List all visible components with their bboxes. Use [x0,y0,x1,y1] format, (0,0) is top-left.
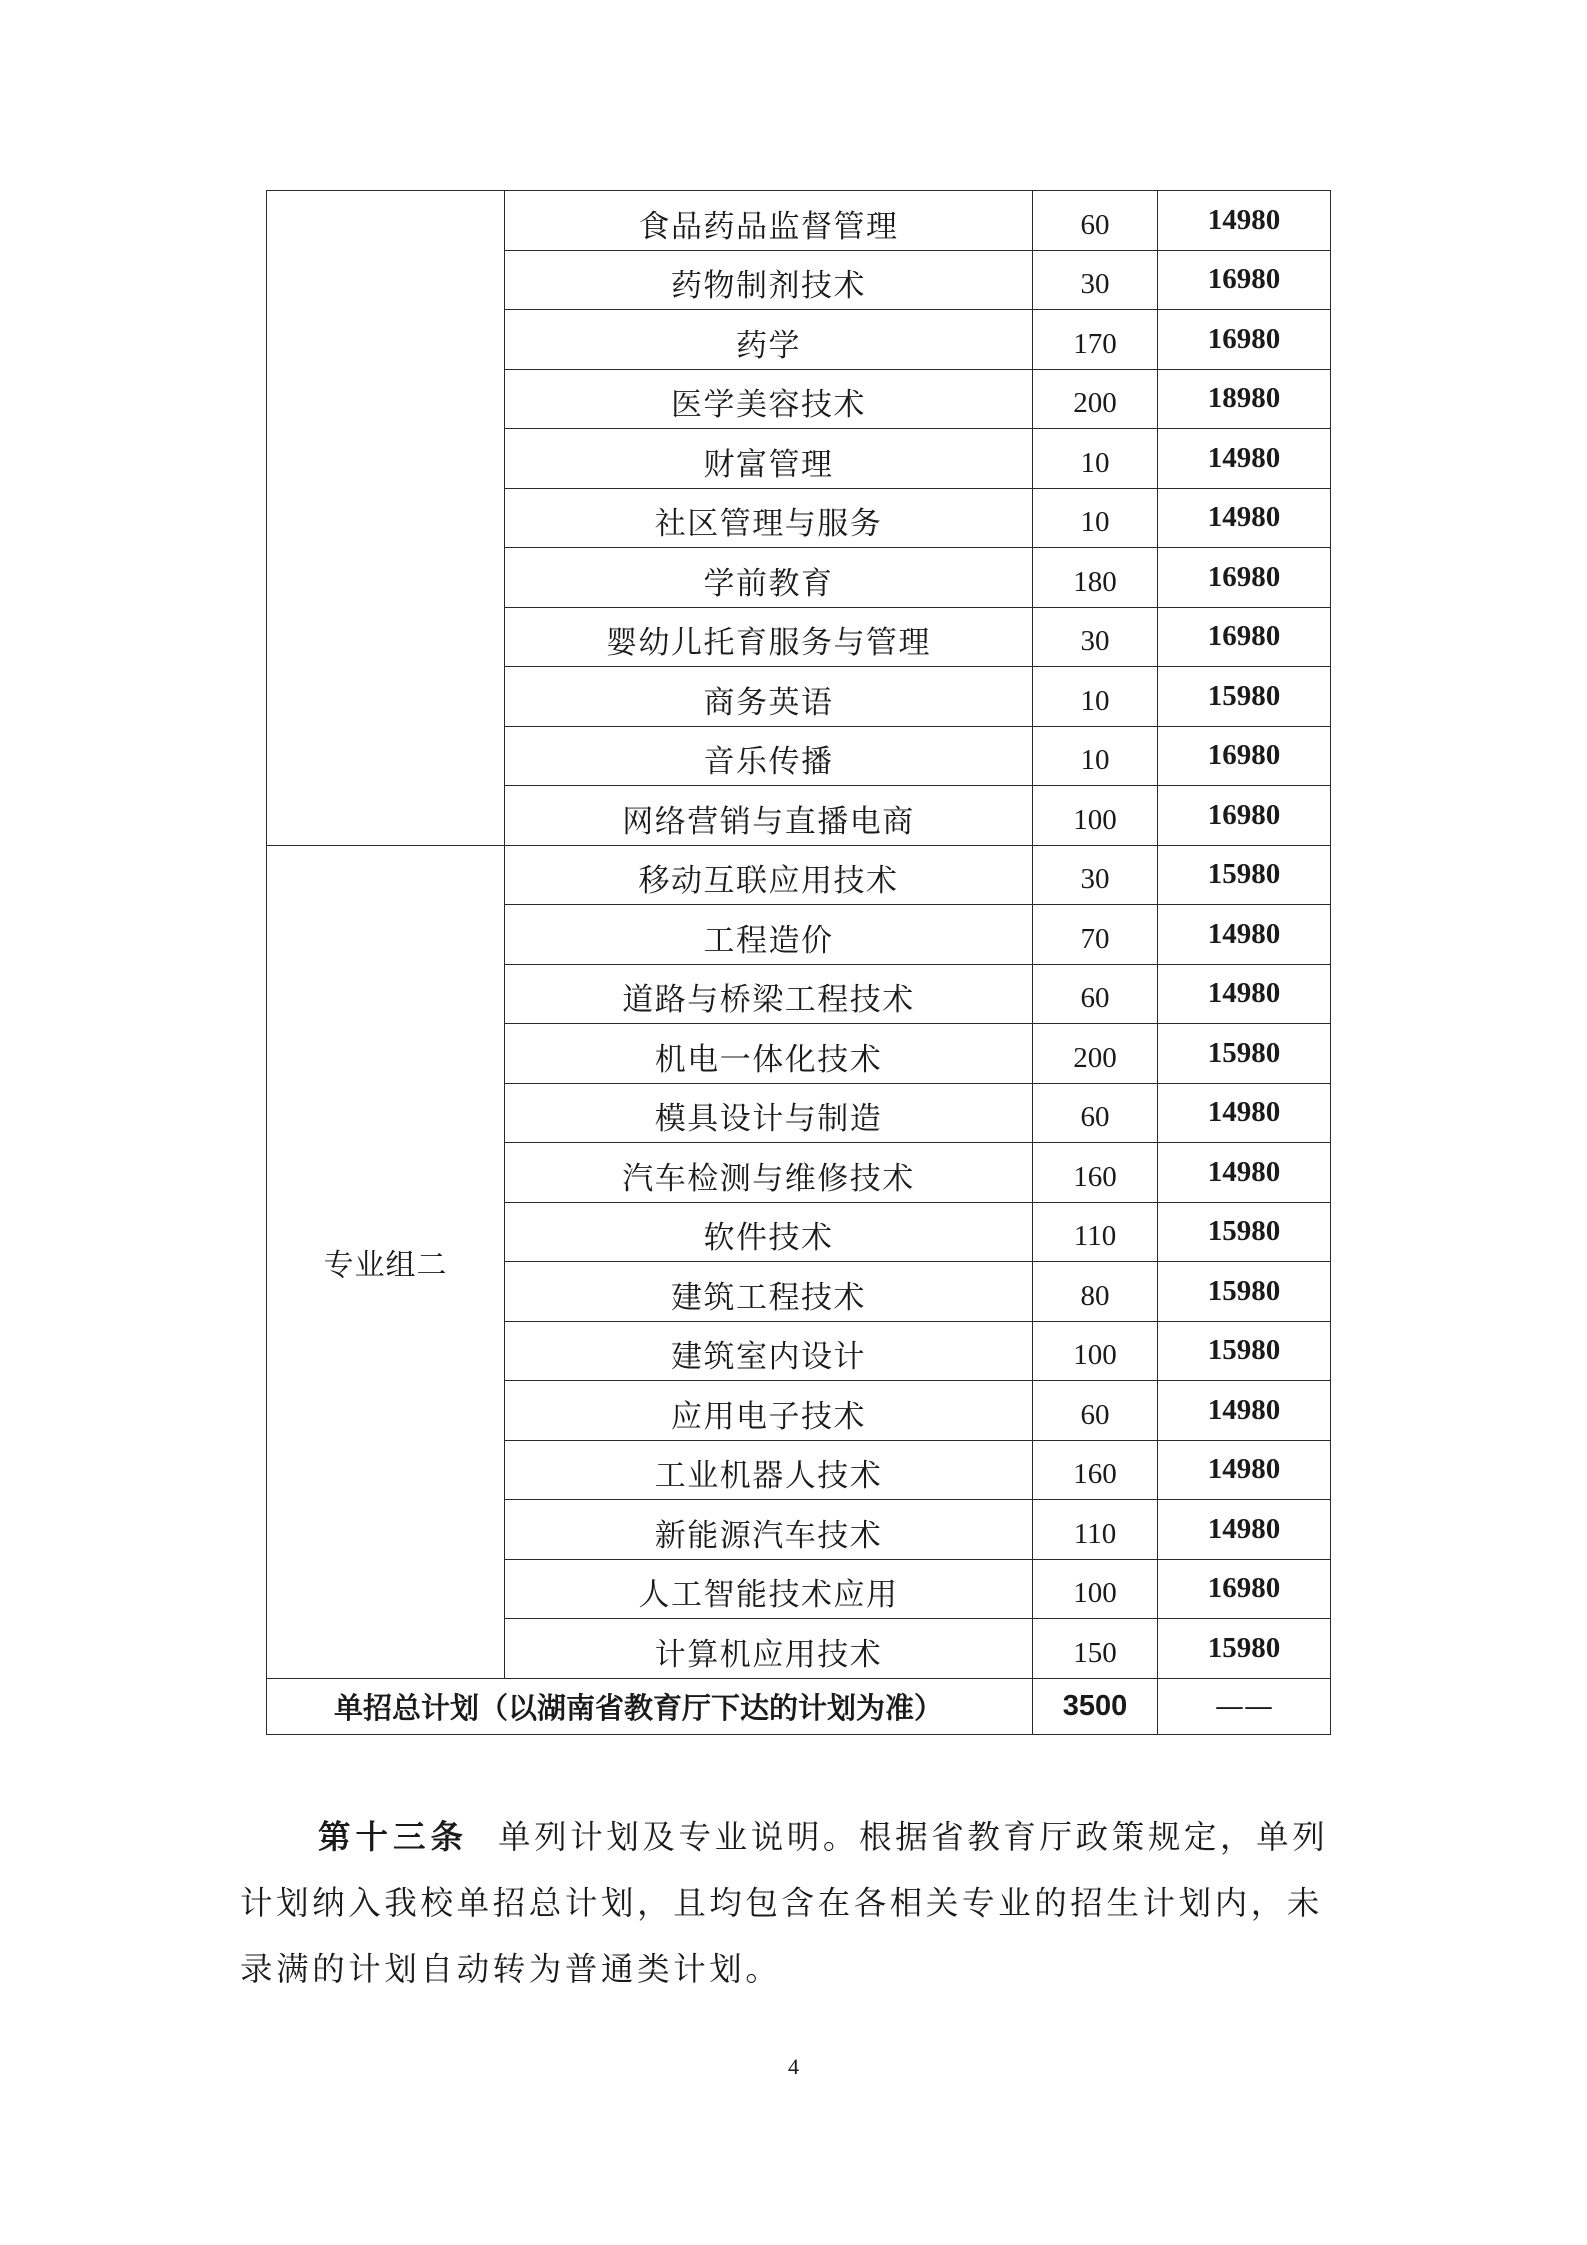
tuition-fee: 14980 [1158,1143,1331,1203]
plan-count: 10 [1033,488,1158,548]
major-name: 模具设计与制造 [505,1083,1033,1143]
table-body [267,191,1331,1735]
major-name: 新能源汽车技术 [505,1500,1033,1560]
major-name: 药物制剂技术 [505,250,1033,310]
article-line-2: 计划纳入我校单招总计划，且均包含在各相关专业的招生计划内，未 [240,1884,1324,1922]
plan-count: 160 [1033,1440,1158,1500]
major-name: 工业机器人技术 [505,1440,1033,1500]
table-row [267,845,1331,905]
plan-count: 60 [1033,1083,1158,1143]
major-name: 财富管理 [505,429,1033,489]
major-name: 计算机应用技术 [505,1619,1033,1679]
plan-count: 30 [1033,845,1158,905]
plan-count: 10 [1033,667,1158,727]
article-line-3: 录满的计划自动转为普通类计划。 [240,1950,782,1988]
major-name: 音乐传播 [505,726,1033,786]
tuition-fee: 16980 [1158,726,1331,786]
article-paragraph [240,1804,1350,2002]
major-name: 工程造价 [505,905,1033,965]
article-heading: 第十三条 [318,1818,469,1856]
tuition-fee: 16980 [1158,250,1331,310]
major-name: 人工智能技术应用 [505,1559,1033,1619]
tuition-fee: 16980 [1158,607,1331,667]
major-name: 机电一体化技术 [505,1024,1033,1084]
tuition-fee: 14980 [1158,488,1331,548]
tuition-fee: 15980 [1158,1321,1331,1381]
tuition-fee: 16980 [1158,786,1331,846]
plan-count: 60 [1033,191,1158,251]
tuition-fee: 16980 [1158,548,1331,608]
tuition-fee: 14980 [1158,1083,1331,1143]
tuition-fee: 18980 [1158,369,1331,429]
major-name: 医学美容技术 [505,369,1033,429]
total-label: 单招总计划（以湖南省教育厅下达的计划为准） [267,1678,1033,1734]
plan-count: 80 [1033,1262,1158,1322]
plan-count: 150 [1033,1619,1158,1679]
plan-count: 100 [1033,1321,1158,1381]
article-text-1: 单列计划及专业说明。根据省教育厅政策规定，单列 [498,1818,1329,1856]
major-name: 商务英语 [505,667,1033,727]
plan-count: 30 [1033,250,1158,310]
plan-count: 160 [1033,1143,1158,1203]
major-name: 应用电子技术 [505,1381,1033,1441]
plan-count: 60 [1033,1381,1158,1441]
major-name: 汽车检测与维修技术 [505,1143,1033,1203]
plan-count: 200 [1033,369,1158,429]
plan-count: 200 [1033,1024,1158,1084]
major-name: 建筑室内设计 [505,1321,1033,1381]
plan-count: 110 [1033,1500,1158,1560]
plan-count: 100 [1033,786,1158,846]
plan-count: 10 [1033,726,1158,786]
major-name: 道路与桥梁工程技术 [505,964,1033,1024]
total-row [267,1678,1331,1734]
tuition-fee: 15980 [1158,1619,1331,1679]
plan-count: 10 [1033,429,1158,489]
tuition-fee: 15980 [1158,1202,1331,1262]
tuition-fee: 14980 [1158,905,1331,965]
plan-count: 70 [1033,905,1158,965]
tuition-fee: 14980 [1158,1500,1331,1560]
tuition-fee: 15980 [1158,667,1331,727]
tuition-fee: 14980 [1158,429,1331,489]
plan-count: 100 [1033,1559,1158,1619]
plan-count: 110 [1033,1202,1158,1262]
major-name: 学前教育 [505,548,1033,608]
major-name: 软件技术 [505,1202,1033,1262]
page-number: 4 [788,2054,799,2079]
major-name: 婴幼儿托育服务与管理 [505,607,1033,667]
tuition-fee: 14980 [1158,191,1331,251]
tuition-fee: 16980 [1158,310,1331,370]
tuition-fee: 16980 [1158,1559,1331,1619]
enrollment-plan-table [266,190,1331,1735]
tuition-fee: 14980 [1158,964,1331,1024]
tuition-fee: 15980 [1158,845,1331,905]
total-plan: 3500 [1033,1678,1158,1734]
group1-cell [267,191,505,846]
plan-count: 180 [1033,548,1158,608]
major-name: 建筑工程技术 [505,1262,1033,1322]
major-name: 社区管理与服务 [505,488,1033,548]
plan-count: 30 [1033,607,1158,667]
major-name: 食品药品监督管理 [505,191,1033,251]
article-line-1 [240,1804,1350,1870]
major-name: 移动互联应用技术 [505,845,1033,905]
plan-count: 60 [1033,964,1158,1024]
major-name: 药学 [505,310,1033,370]
group2-label: 专业组二 [267,845,505,1678]
plan-count: 170 [1033,310,1158,370]
tuition-fee: 14980 [1158,1381,1331,1441]
total-fee: —— [1158,1678,1331,1734]
tuition-fee: 15980 [1158,1024,1331,1084]
tuition-fee: 14980 [1158,1440,1331,1500]
major-name: 网络营销与直播电商 [505,786,1033,846]
tuition-fee: 15980 [1158,1262,1331,1322]
table-row [267,191,1331,251]
